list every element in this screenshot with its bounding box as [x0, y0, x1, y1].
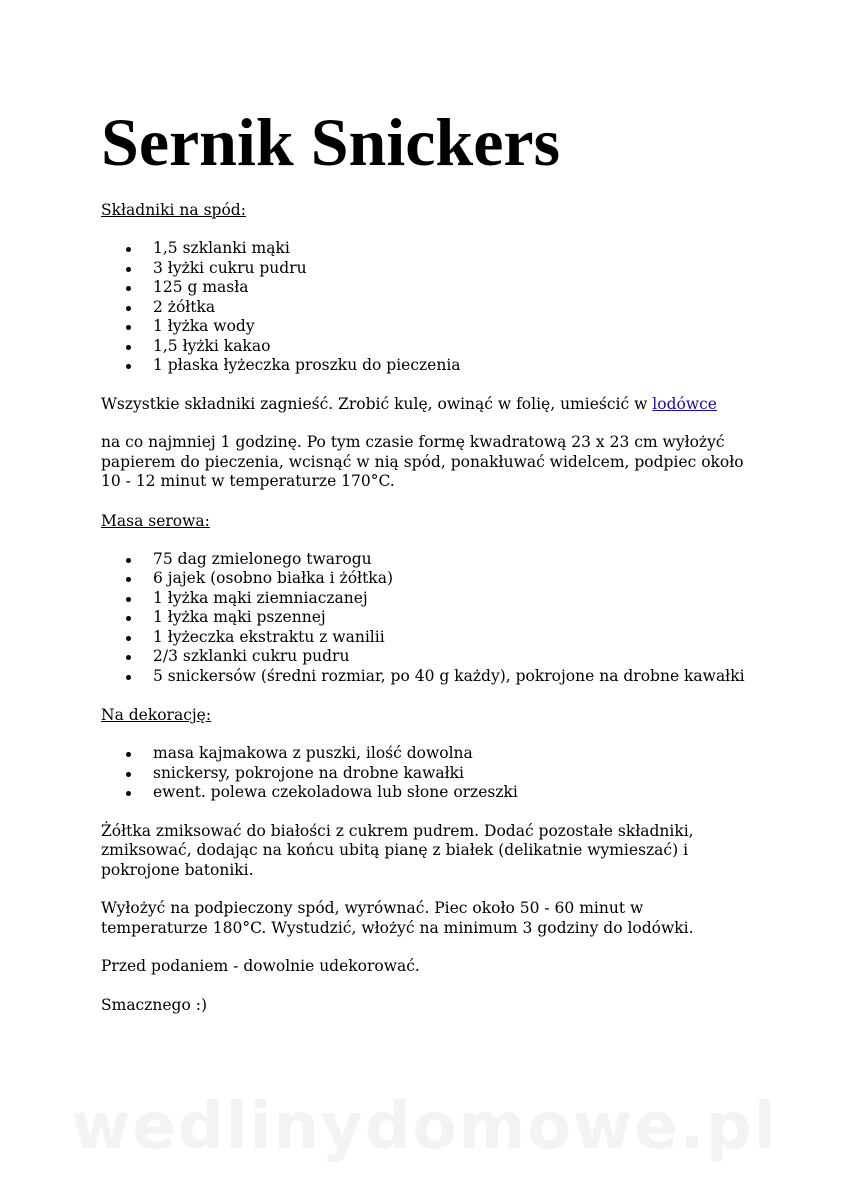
list-item: 125 g masła: [153, 278, 751, 298]
section-heading-decoration: Na dekorację:: [101, 706, 212, 724]
closing-text: Smacznego :): [101, 995, 208, 1014]
list-item: snickersy, pokrojone na drobne kawałki: [153, 764, 751, 784]
list-item: masa kajmakowa z puszki, ilość dowolna: [153, 744, 751, 764]
list-item: 5 snickersów (średni rozmiar, po 40 g każdy), pokrojone na drobne kawałki: [153, 667, 751, 687]
list-item: 1,5 szklanki mąki: [153, 239, 751, 259]
list-item: 2 żółtka: [153, 298, 751, 318]
watermark: wedlinydomowe.pl: [71, 1090, 778, 1164]
section-heading-cheese: Masa serowa:: [101, 511, 210, 530]
instruction-paragraph-3: Żółtka zmiksować do białości z cukrem pudrem. Dodać pozostałe składniki, zmiksować, dodając na końcu ubitą pianę z białek (delikatnie wymieszać) i pokrojone batoniki.: [101, 821, 694, 879]
list-item: 1 płaska łyżeczka proszku do pieczenia: [153, 356, 751, 376]
list-item: 3 łyżki cukru pudru: [153, 259, 751, 279]
instruction-paragraph-2: na co najmniej 1 godzinę. Po tym czasie formę kwadratową 23 x 23 cm wyłożyć papierem do pieczenia, wcisnąć w nią spód, ponakłuwać widelcem, podpiec około 10 - 12 minut w temperaturze 170°C.: [101, 433, 744, 490]
instruction-paragraph-5: Przed podaniem - dowolnie udekorować.: [101, 957, 420, 975]
list-item: 1,5 łyżki kakao: [153, 337, 751, 357]
cheese-ingredients-list: [101, 550, 751, 687]
list-item: 1 łyżka wody: [153, 317, 751, 337]
recipe-document: [101, 100, 751, 1034]
instruction-paragraph-1: [101, 395, 751, 415]
base-ingredients-list: [101, 239, 751, 376]
list-item: ewent. polewa czekoladowa lub słone orzeszki: [153, 783, 751, 803]
instruction-text: Wszystkie składniki zagnieść. Zrobić kulę, owinąć w folię, umieścić w: [101, 394, 653, 413]
list-item: 1 łyżeczka ekstraktu z wanilii: [153, 628, 751, 648]
list-item: 2/3 szklanki cukru pudru: [153, 647, 751, 667]
decoration-ingredients-list: [101, 744, 751, 803]
list-item: 6 jajek (osobno białka i żółtka): [153, 569, 751, 589]
instruction-paragraph-4: Wyłożyć na podpieczony spód, wyrównać. Piec około 50 - 60 minut w temperaturze 180°C. Wystudzić, włożyć na minimum 3 godziny do lodówki.: [101, 899, 694, 937]
list-item: 75 dag zmielonego twarogu: [153, 550, 751, 570]
list-item: 1 łyżka mąki pszennej: [153, 608, 751, 628]
fridge-link[interactable]: lodówce: [652, 394, 717, 413]
list-item: 1 łyżka mąki ziemniaczanej: [153, 589, 751, 609]
section-heading-base: Składniki na spód:: [101, 201, 246, 219]
page-title: Sernik Snickers: [101, 104, 561, 180]
